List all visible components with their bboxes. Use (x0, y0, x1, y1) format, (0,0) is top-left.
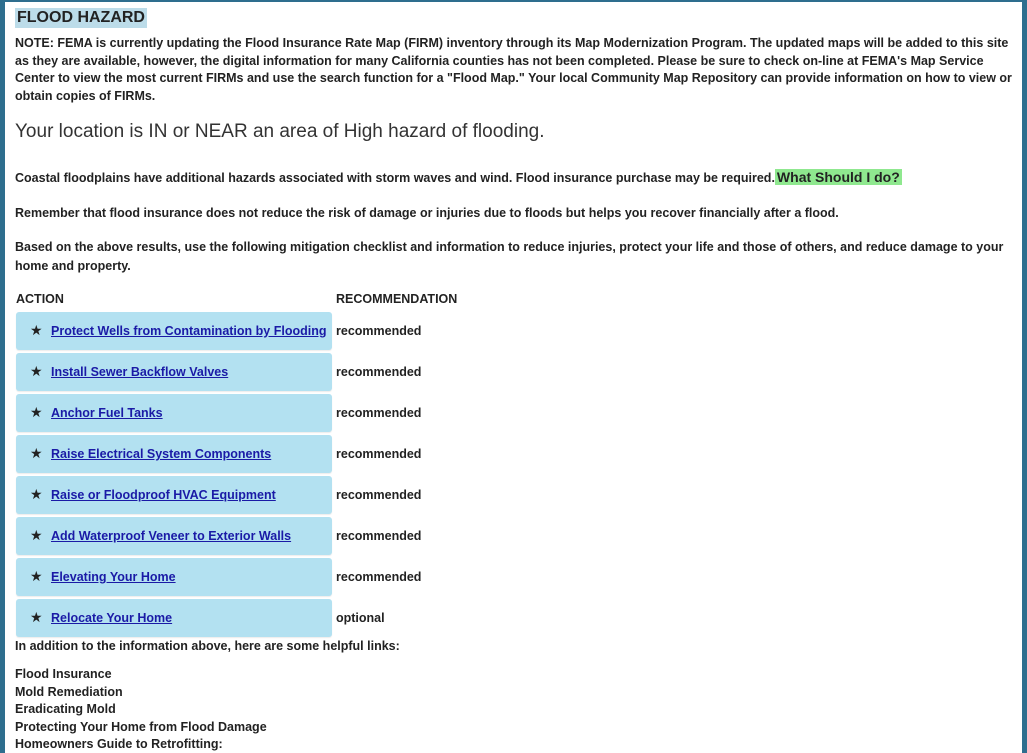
flood-hazard-section (15, 8, 1015, 751)
action-link-waterproof-veneer[interactable]: Add Waterproof Veneer to Exterior Walls (51, 529, 292, 543)
helpful-link-retrofitting-guide[interactable]: Homeowners Guide to Retrofitting: (15, 737, 223, 751)
action-link-relocate-home[interactable]: Relocate Your Home (51, 611, 173, 625)
action-link-anchor-fuel-tanks[interactable]: Anchor Fuel Tanks (51, 406, 163, 420)
coastal-paragraph (15, 168, 1015, 188)
star-icon: ★ (30, 445, 43, 461)
star-icon: ★ (30, 568, 43, 584)
recommendation-value: recommended (336, 365, 422, 379)
action-cell (16, 312, 332, 350)
what-should-i-do-button[interactable]: What Should I do? (776, 169, 900, 185)
recommendation-value: recommended (336, 488, 422, 502)
recommendation-value: recommended (336, 324, 422, 338)
section-title (15, 8, 1015, 28)
header-recommendation: RECOMMENDATION (336, 292, 458, 306)
helpful-link-flood-insurance[interactable]: Flood Insurance (15, 667, 112, 681)
action-link-raise-hvac[interactable]: Raise or Floodproof HVAC Equipment (51, 488, 276, 502)
recommendation-value: recommended (336, 406, 422, 420)
based-paragraph: Based on the above results, use the following mitigation checklist and information to reduce injuries, protect your life and those of others, and reduce damage to your home and property. (15, 240, 1004, 273)
header-action: ACTION (16, 292, 64, 306)
action-cell (16, 435, 332, 473)
helpful-links-intro: In addition to the information above, here are some helpful links: (15, 639, 400, 653)
recommendation-value: recommended (336, 570, 422, 584)
recommendation-value: recommended (336, 447, 422, 461)
action-cell (16, 599, 332, 637)
recommendation-value: optional (336, 611, 385, 625)
action-cell (16, 517, 332, 555)
star-icon: ★ (30, 609, 43, 625)
fema-note: NOTE: FEMA is currently updating the Flood Insurance Rate Map (FIRM) inventory through its Map Modernization Program. The updated maps will be added to this site as they are available, however, the digital information for many California counties has not been completed. Please be sure to check on-line at FEMA's Map Service Center to view the most current FIRMs and use the search function for a "Flood Map." Your local Community Map Repository can provide information on how to view or obtain copies of FIRMs. (15, 36, 1012, 103)
helpful-link-protecting-home[interactable]: Protecting Your Home from Flood Damage (15, 719, 267, 734)
action-cell (16, 558, 332, 596)
action-link-elevating-home[interactable]: Elevating Your Home (51, 570, 176, 584)
action-link-raise-electrical[interactable]: Raise Electrical System Components (51, 447, 272, 461)
action-cell (16, 394, 332, 432)
star-icon: ★ (30, 486, 43, 502)
helpful-links-list (15, 666, 267, 753)
action-cell (16, 476, 332, 514)
coastal-text: Coastal floodplains have additional hazards associated with storm waves and wind. Flood insurance purchase may be required. (15, 171, 775, 185)
location-hazard-text: Your location is IN or NEAR an area of High hazard of flooding. (15, 121, 545, 142)
star-icon: ★ (30, 527, 43, 543)
star-icon: ★ (30, 404, 43, 420)
action-link-sewer-backflow[interactable]: Install Sewer Backflow Valves (51, 365, 229, 379)
action-link-protect-wells[interactable]: Protect Wells from Contamination by Flooding (51, 324, 327, 338)
action-cell (16, 353, 332, 391)
helpful-link-eradicating-mold[interactable]: Eradicating Mold (15, 702, 116, 716)
remember-paragraph: Remember that flood insurance does not reduce the risk of damage or injuries due to floods but helps you recover financially after a flood. (15, 206, 839, 220)
star-icon: ★ (30, 322, 43, 338)
helpful-link-mold-remediation[interactable]: Mold Remediation (15, 684, 123, 699)
recommendation-value: recommended (336, 529, 422, 543)
star-icon: ★ (30, 363, 43, 379)
section-title-label: FLOOD HAZARD (17, 9, 145, 26)
